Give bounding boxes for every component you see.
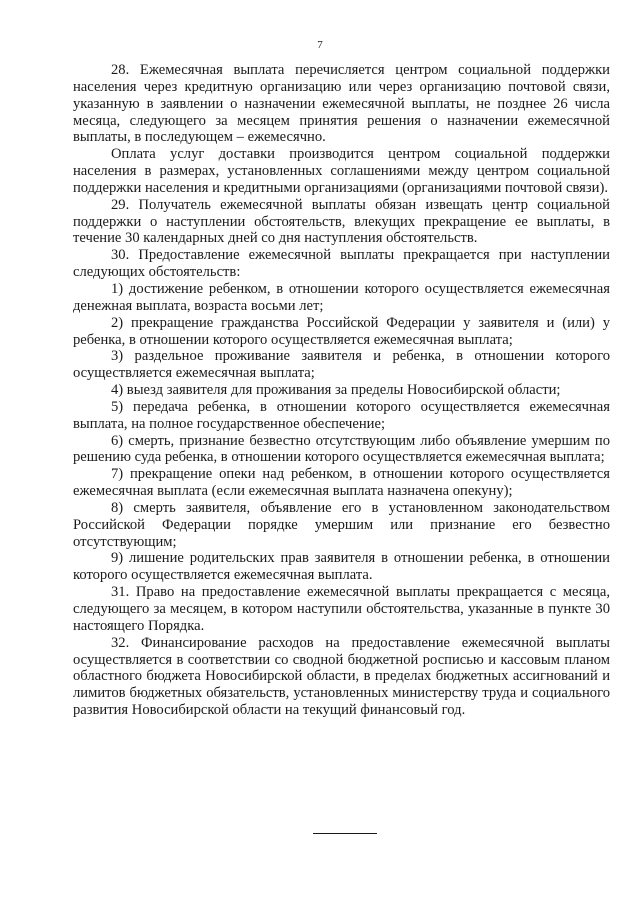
list-item-30-8: 8) смерть заявителя, объявление его в установленном законодательством Российской Федерации порядке умершим или признание его безвестно отсутствующим;	[73, 499, 610, 550]
list-item-30-3: 3) раздельное проживание заявителя и ребенка, в отношении которого осуществляется ежемесячная выплата;	[73, 348, 610, 382]
list-item-30-1: 1) достижение ребенком, в отношении которого осуществляется ежемесячная денежная выплата, возраста восьми лет;	[73, 280, 610, 314]
end-of-document-rule	[313, 833, 377, 834]
list-item-30-9: 9) лишение родительских прав заявителя в отношении ребенка, в отношении которого осуществляется ежемесячная выплата.	[73, 550, 610, 584]
paragraph-28: 28. Ежемесячная выплата перечисляется центром социальной поддержки населения через кредитную организацию или через организацию почтовой связи, указанную в заявлении о назначении ежемесячной выплаты, не позднее 26 числа месяца, следующего за месяцем принятия решения о назначении ежемесячной выплаты, в последующем – ежемесячно.	[73, 62, 610, 146]
list-item-30-6: 6) смерть, признание безвестно отсутствующим либо объявление умершим по решению суда ребенка, в отношении которого осуществляется ежемесячная выплата;	[73, 432, 610, 466]
list-item-30-4: 4) выезд заявителя для проживания за пределы Новосибирской области;	[111, 382, 561, 399]
page-number: 7	[317, 39, 323, 51]
paragraph-31: 31. Право на предоставление ежемесячной выплаты прекращается с месяца, следующего за месяцем, в котором наступили обстоятельства, указанные в пункте 30 настоящего Порядка.	[73, 584, 610, 634]
list-item-30-7: 7) прекращение опеки над ребенком, в отношении которого осуществляется ежемесячная выплата (если ежемесячная выплата назначена опекуну);	[73, 466, 610, 500]
paragraph-32: 32. Финансирование расходов на предоставление ежемесячной выплаты осуществляется в соответствии со сводной бюджетной росписью и кассовым планом областного бюджета Новосибирской области, в пределах бюджетных ассигнований и лимитов бюджетных обязательств, установленных министерству труда и социального развития Новосибирской области на текущий финансовый год.	[73, 634, 610, 719]
paragraph-30: 30. Предоставление ежемесячной выплаты прекращается при наступлении следующих обстоятельств:	[73, 247, 610, 281]
paragraph-29: 29. Получатель ежемесячной выплаты обязан извещать центр социальной поддержки о наступлении обстоятельств, влекущих прекращение ее выплаты, в течение 30 календарных дней со дня наступления обстоятельств.	[73, 196, 610, 247]
list-item-30-5: 5) передача ребенка, в отношении которого осуществляется ежемесячная выплата, на полное государственное обеспечение;	[73, 398, 610, 432]
paragraph-delivery-payment: Оплата услуг доставки производится центром социальной поддержки населения в размерах, установленных соглашениями между центром социальной поддержки населения и кредитными организациями (организациями почтовой связи).	[73, 146, 610, 196]
document-body	[73, 62, 610, 719]
list-item-30-2: 2) прекращение гражданства Российской Федерации у заявителя и (или) у ребенка, в отношении которого осуществляется ежемесячная выплата;	[73, 314, 610, 348]
